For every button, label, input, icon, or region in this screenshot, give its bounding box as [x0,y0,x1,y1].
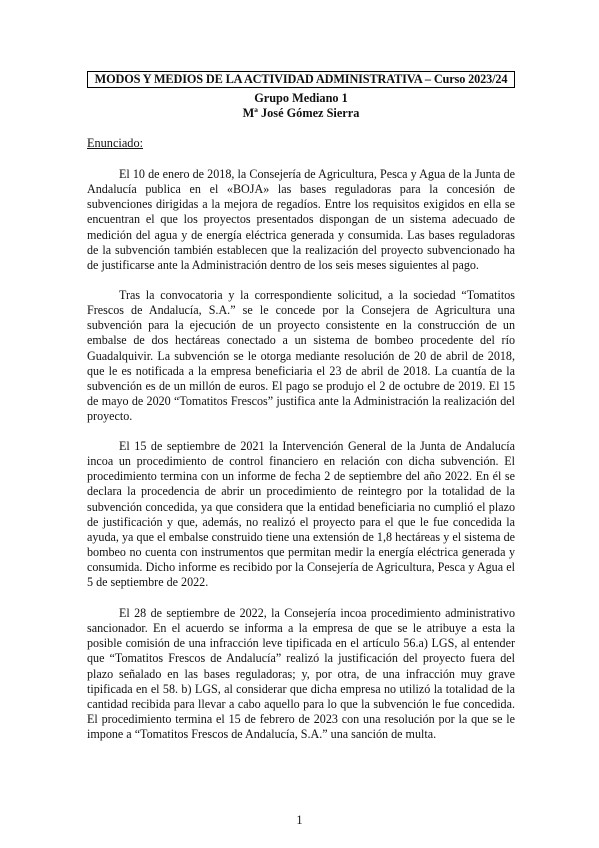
document-title: MODOS Y MEDIOS DE LA ACTIVIDAD ADMINISTRATIVA – Curso 2023/24 [87,71,515,88]
section-label: Enunciado: [87,136,144,150]
author-name: Mª José Gómez Sierra [242,106,360,120]
paragraph-1: El 10 de enero de 2018, la Consejería de Agricultura, Pesca y Agua de la Junta de Andalucía publica en el «BOJA» las bases reguladoras para la concesión de subvenciones dirigidas a la mejora de regadíos. Entre los requisitos exigidos en ella se encuentran el que los proyectos presentados dispongan de un sistema adecuado de medición del agua y de energía eléctrica generada y consumida. Las bases reguladoras de la subvención también establecen que la realización del proyecto subvencionado ha de justificarse ante la Administración dentro de los seis meses siguientes al pago. [87,167,515,272]
group-name: Grupo Mediano 1 [254,91,348,105]
paragraph-3: El 15 de septiembre de 2021 la Intervención General de la Junta de Andalucía incoa un procedimiento de control financiero en relación con dicha subvención. El procedimiento termina con un informe de fecha 2 de septiembre del año 2022. En él se declara la procedencia de abrir un procedimiento de reintegro por la totalidad de la subvención concedida, ya que considera que la entidad beneficiaria no cumplió el plazo de justificación y que, además, no realizó el proyecto para el que le fue concedida la ayuda, ya que el embalse construido tiene una extensión de 1,8 hectáreas y el sistema de bombeo no cuenta con instrumentos que permitan medir la energía eléctrica generada y consumida. Dicho informe es recibido por la Consejería de Agricultura, Pesca y Agua el 5 de septiembre de 2022. [87,439,515,590]
paragraph-2: Tras la convocatoria y la correspondiente solicitud, a la sociedad “Tomatitos Frescos de Andalucía, S.A.” se le concede por la Consejera de Agricultura una subvención para la ejecución de un proyecto consistente en la construcción de un embalse de dos hectáreas conectado a un sistema de bombeo procedente del río Guadalquivir. La subvención se le otorga mediante resolución de 20 de abril de 2018, que le es notificada a la empresa beneficiaria el 23 de abril de 2018. La cuantía de la subvención es de un millón de euros. El pago se produjo el 2 de octubre de 2019. El 15 de mayo de 2020 “Tomatitos Frescos” justifica ante la Administración la realización del proyecto. [87,288,515,424]
page-number: 1 [296,813,303,827]
paragraph-4: El 28 de septiembre de 2022, la Consejería incoa procedimiento administrativo sancionador. En el acuerdo se informa a la empresa de que se le atribuye a esta la posible comisión de una infracción leve tipificada en el artículo 56.a) LGS, al entender que “Tomatitos Frescos de Andalucía” realizó la justificación del proyecto fuera del plazo señalado en las bases reguladoras; y, por otra, de una infracción muy grave tipificada en el 58. b) LGS, al considerar que dicha empresa no utilizó la totalidad de la cantidad recibida para llevar a cabo aquello para lo que la subvención le fue concedida. El procedimiento termina el 15 de febrero de 2023 con una resolución por la que se le impone a “Tomatitos Frescos de Andalucía, S.A.” una sanción de multa. [87,606,515,742]
